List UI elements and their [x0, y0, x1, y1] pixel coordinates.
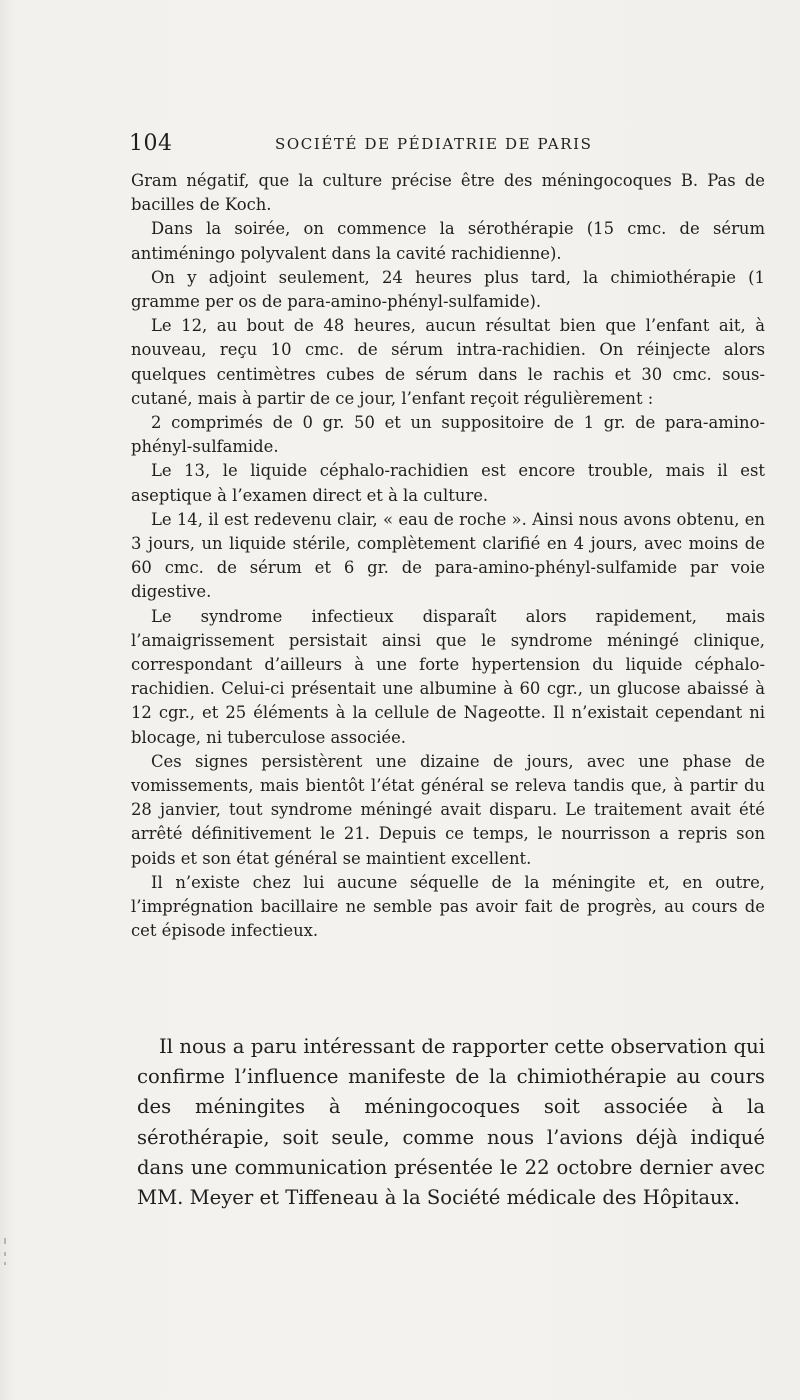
- paragraph-sequelle: Il n’existe chez lui aucune séquelle de la méningite et, en outre, l’imprégnation bacillaire ne semble pas avoir fait de progrès, au cours de cet épisode infectieux.: [131, 872, 765, 941]
- running-title: SOCIÉTÉ DE PÉDIATRIE DE PARIS: [275, 135, 593, 153]
- margin-speck: [4, 1238, 6, 1244]
- margin-speck: [4, 1262, 6, 1265]
- conclusion-text: [137, 1032, 765, 1213]
- margin-speck: [4, 1252, 6, 1256]
- paragraph-signes-persisterent: Ces signes persistèrent une dizaine de jours, avec une phase de vomissements, mais bientôt l’état général se releva tandis que, à partir du 28 janvier, tout syndrome méningé avait disparu. Le traitement avait été arrêté définitivement le 21. Depuis ce temps, le nourrisson a repris son poids et son état général se maintient excellent.: [131, 751, 765, 868]
- paragraph-serotherapie: Dans la soirée, on commence la sérothérapie (15 cmc. de sérum antiméningo polyvalent dans la cavité rachidienne).: [131, 219, 765, 263]
- paragraph-conclusion: Il nous a paru intéressant de rapporter cette observation qui confirme l’influence manifeste de la chimiothérapie au cours des méningites à méningocoques soit associée à la sérothérapie, soit seule, comme nous l’avions déjà indiqué dans une communication présentée le 22 octobre dernier avec MM. Meyer et Tiffeneau à la Société médicale des Hôpitaux.: [137, 1035, 765, 1210]
- paragraph-dosage: 2 comprimés de 0 gr. 50 et un suppositoire de 1 gr. de para-amino-phényl-sulfamide.: [131, 413, 765, 457]
- paragraph-chimiotherapie: On y adjoint seulement, 24 heures plus tard, la chimiothérapie (1 gramme per os de para-amino-phényl-sulfamide).: [131, 267, 765, 312]
- paragraph-syndrome-infectieux: Le syndrome infectieux disparaît alors rapidement, mais l’amaigrissement persistait ainsi que le syndrome méningé clinique, correspondant d’ailleurs à une forte hypertension du liquide céphalo-rachidien. Celui-ci présentait une albumine à 60 cgr., un glucose abaissé à 12 cgr., et 25 éléments à la cellule de Nageotte. Il n’existait cependant ni blocage, ni tuberculose associée.: [131, 606, 765, 747]
- case-report-text: [131, 169, 765, 944]
- page-header: [129, 131, 609, 161]
- paragraph-le-14: Le 14, il est redevenu clair, « eau de roche ». Ainsi nous avons obtenu, en 3 jours, un liquide stérile, complètement clarifié en 4 jours, avec moins de 60 cmc. de sérum et 6 gr. de para-amino-phényl-sulfamide par voie digestive.: [131, 509, 765, 602]
- paragraph-le-13: Le 13, le liquide céphalo-rachidien est encore trouble, mais il est aseptique à l’examen direct et à la culture.: [131, 461, 765, 505]
- paragraph-le-12: Le 12, au bout de 48 heures, aucun résultat bien que l’enfant ait, à nouveau, reçu 10 cmc. de sérum intra-rachidien. On réinjecte alors quelques centimètres cubes de sérum dans le rachis et 30 cmc. sous-cutané, mais à partir de ce jour, l’enfant reçoit régulièrement :: [131, 316, 765, 408]
- page-number: 104: [129, 131, 173, 156]
- paragraph-gram-negatif: Gram négatif, que la culture précise être des méningocoques B. Pas de bacilles de Koch.: [131, 171, 765, 215]
